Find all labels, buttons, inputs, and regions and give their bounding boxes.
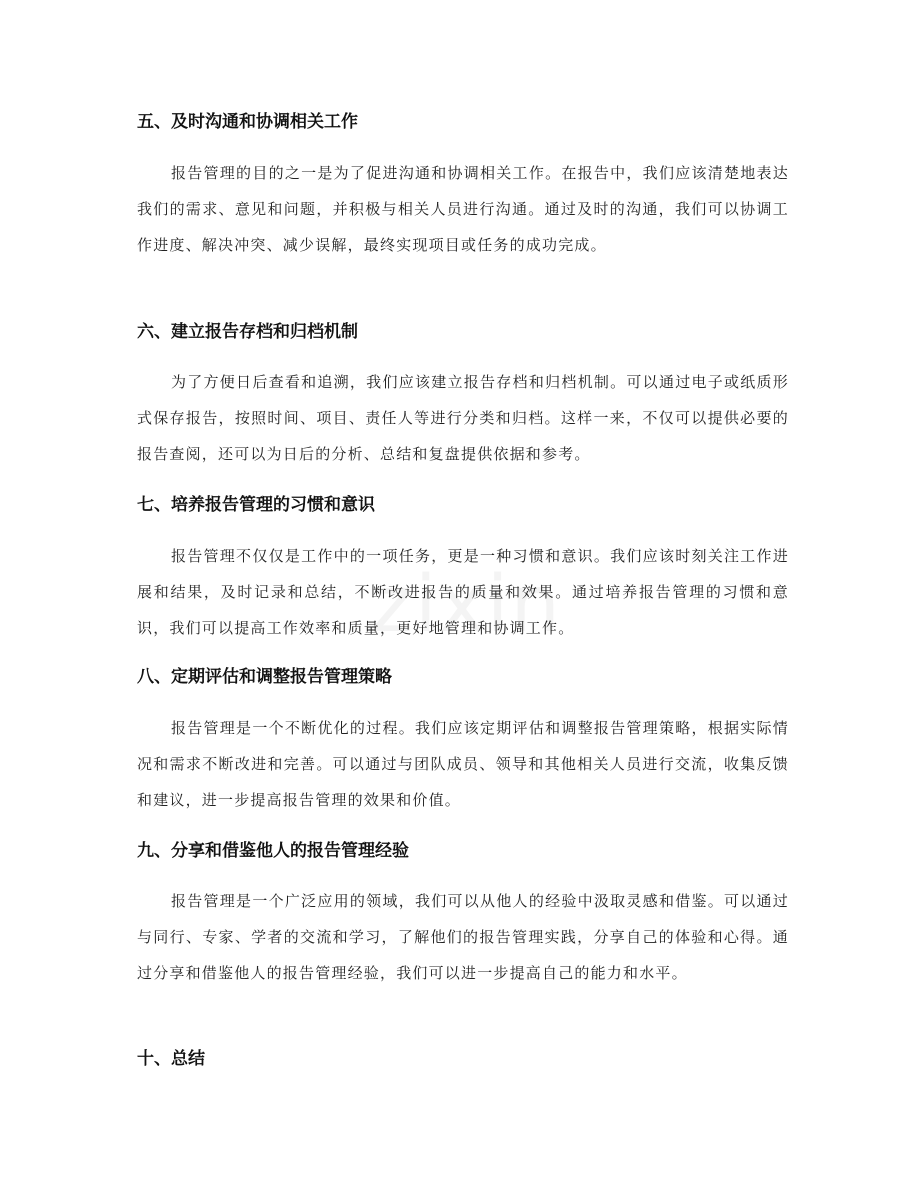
section-heading-10: 十、总结 xyxy=(137,1049,205,1069)
section-body-7: 报告管理不仅仅是工作中的一项任务，更是一种习惯和意识。我们应该时刻关注工作进展和结果，及时记录和总结，不断改进报告的质量和效果。通过培养报告管理的习惯和意识，我们可以提高工作效率和质量，更好地管理和协调工作。 xyxy=(137,547,789,637)
section-body-5: 报告管理的目的之一是为了促进沟通和协调相关工作。在报告中，我们应该清楚地表达我们的需求、意见和问题，并积极与相关人员进行沟通。通过及时的沟通，我们可以协调工作进度、解决冲突、减少误解，最终实现项目或任务的成功完成。 xyxy=(137,164,789,254)
section-body-9: 报告管理是一个广泛应用的领域，我们可以从他人的经验中汲取灵感和借鉴。可以通过与同行、专家、学者的交流和学习，了解他们的报告管理实践，分享自己的体验和心得。通过分享和借鉴他人的报告管理经验，我们可以进一步提高自己的能力和水平。 xyxy=(137,892,789,982)
section-heading-5: 五、及时沟通和协调相关工作 xyxy=(137,112,358,132)
section-heading-8: 八、定期评估和调整报告管理策略 xyxy=(137,667,392,687)
section-heading-9: 九、分享和借鉴他人的报告管理经验 xyxy=(137,841,409,861)
section-heading-7: 七、培养报告管理的习惯和意识 xyxy=(137,495,375,515)
section-heading-6: 六、建立报告存档和归档机制 xyxy=(137,322,358,342)
section-body-6: 为了方便日后查看和追溯，我们应该建立报告存档和归档机制。可以通过电子或纸质形式保存报告，按照时间、项目、责任人等进行分类和归档。这样一来，不仅可以提供必要的报告查阅，还可以为日后的分析、总结和复盘提供依据和参考。 xyxy=(137,373,789,463)
section-body-8: 报告管理是一个不断优化的过程。我们应该定期评估和调整报告管理策略，根据实际情况和需求不断改进和完善。可以通过与团队成员、领导和其他相关人员进行交流，收集反馈和建议，进一步提高报告管理的效果和价值。 xyxy=(137,719,789,809)
